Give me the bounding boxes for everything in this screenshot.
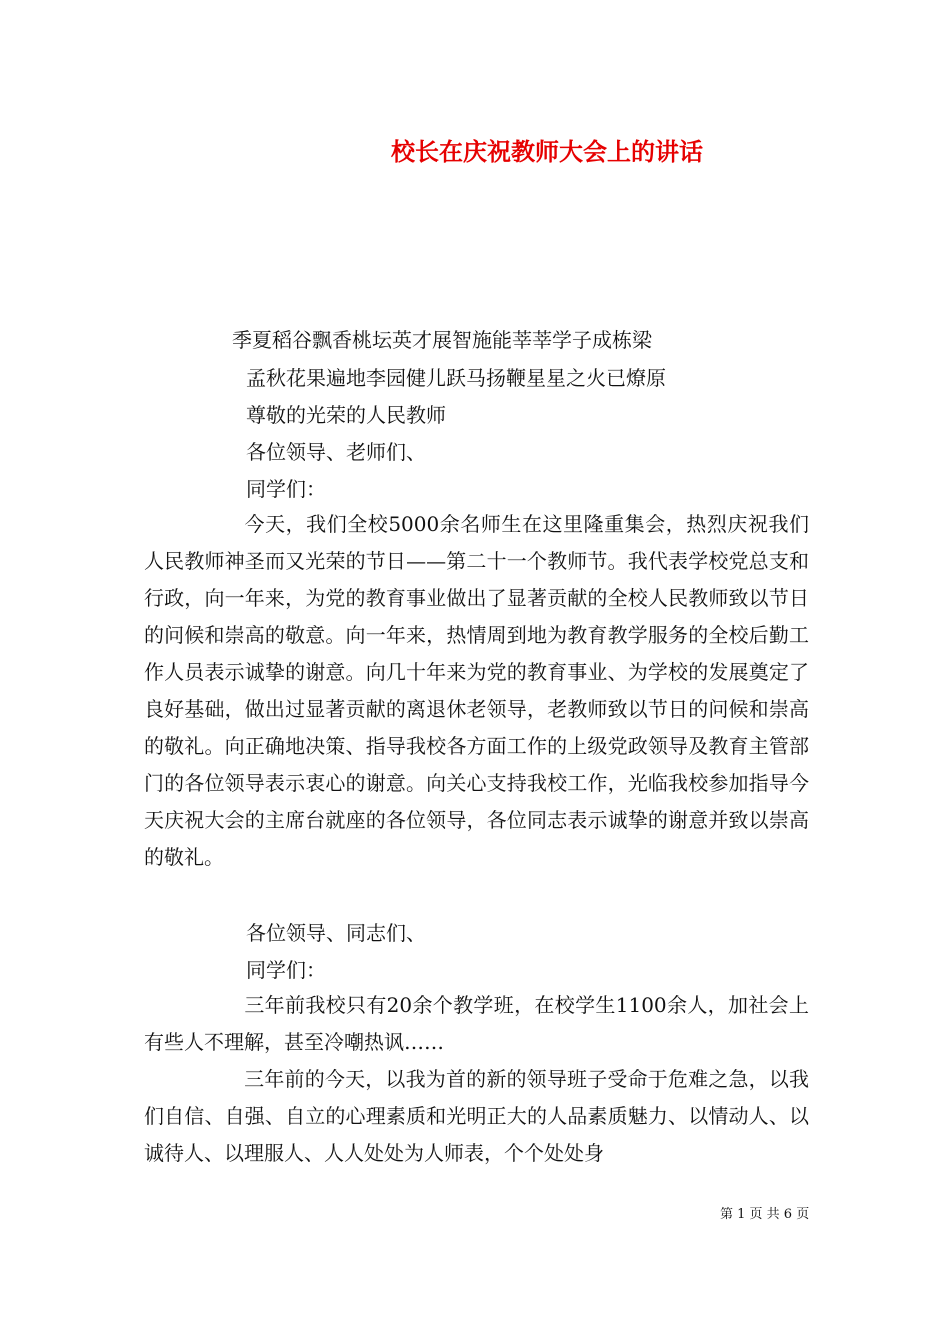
greeting-line: 同学们：	[246, 477, 326, 501]
couplet-line-2: 孟秋花果遍地李园健儿跃马扬鞭星星之火已燎原	[246, 366, 666, 390]
document-title: 校长在庆祝教师大会上的讲话	[391, 137, 703, 166]
paragraph-text: 三年前的今天，以我为首的新的领导班子受命于危难之急，以我们自信、自强、自立的心理素质和光明正大的人品素质魅力、以情动人、以诚待人、以理服人、人人处处为人师表，个个处处身	[144, 1067, 809, 1165]
body-paragraph	[144, 987, 809, 1061]
page-footer: 第 1 页 共 6 页	[720, 1207, 810, 1222]
body-paragraph	[144, 506, 809, 876]
greeting-line: 各位领导、老师们、	[246, 440, 426, 464]
body-paragraph	[144, 1061, 809, 1172]
couplet-line-1: 季夏稻谷飘香桃坛英才展智施能莘莘学子成栋梁	[232, 328, 652, 352]
paragraph-text: 三年前我校只有20余个教学班，在校学生1100余人，加社会上有些人不理解，甚至冷嘲热讽……	[144, 993, 809, 1054]
greeting-line: 各位领导、同志们、	[246, 921, 426, 945]
greeting-line: 尊敬的光荣的人民教师	[246, 403, 446, 427]
greeting-line: 同学们：	[246, 958, 326, 982]
paragraph-text: 今天，我们全校5000余名师生在这里隆重集会，热烈庆祝我们人民教师神圣而又光荣的节日——第二十一个教师节。我代表学校党总支和行政，向一年来，为党的教育事业做出了显著贡献的全校人民教师致以节日的问候和崇高的敬意。向一年来，热情周到地为教育教学服务的全校后勤工作人员表示诚挚的谢意。向几十年来为党的教育事业、为学校的发展奠定了良好基础，做出过显著贡献的离退休老领导，老教师致以节日的问候和崇高的敬礼。向正确地决策、指导我校各方面工作的上级党政领导及教育主管部门的各位领导表示衷心的谢意。向关心支持我校工作，光临我校参加指导今天庆祝大会的主席台就座的各位领导，各位同志表示诚挚的谢意并致以崇高的敬礼。	[144, 512, 809, 869]
